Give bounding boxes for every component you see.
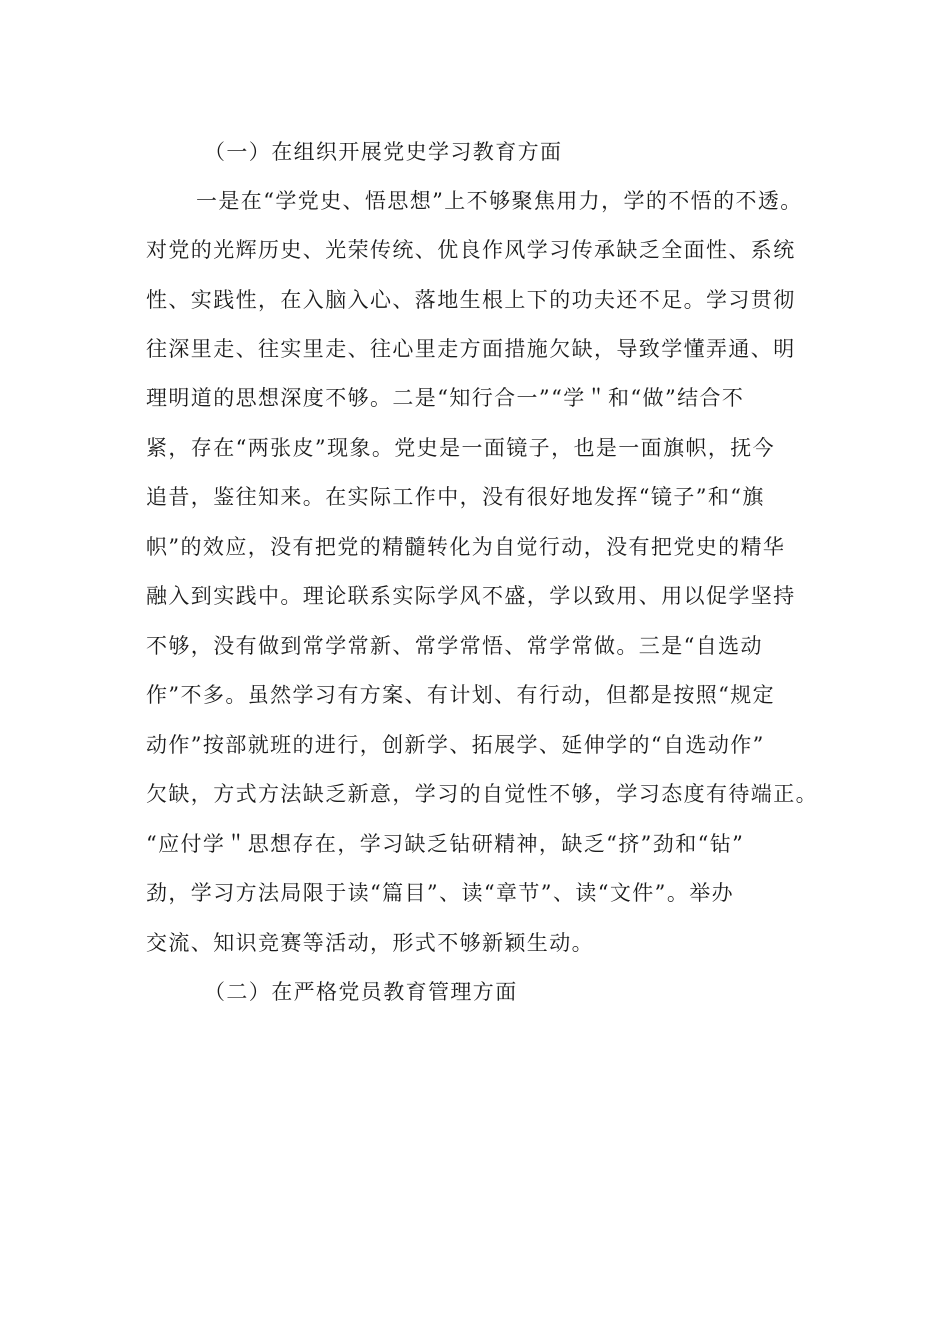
- paragraph-line: 欠缺，方式方法缺乏新意，学习的自觉性不够，学习态度有待端正。: [146, 782, 818, 806]
- paragraph-line: 紧，存在“两张皮”现象。党史是一面镜子，也是一面旗帜，抚今: [146, 436, 776, 460]
- paragraph-line: 作”不多。虽然学习有方案、有计划、有行动，但都是按照“规定: [146, 683, 776, 707]
- paragraph-line: “应付学＂思想存在，学习缺乏钻研精神，缺乏“挤”劲和“钻”: [146, 832, 745, 856]
- paragraph-line: 追昔，鉴往知来。在实际工作中，没有很好地发挥“镜子”和“旗: [146, 485, 765, 509]
- paragraph-line: 融入到实践中。理论联系实际学风不盛，学以致用、用以促学坚持: [146, 584, 796, 608]
- section-heading-1: （一）在组织开展党史学习教育方面: [204, 140, 563, 164]
- paragraph-line: 不够，没有做到常学常新、常学常悟、常学常做。三是“自选动: [146, 634, 763, 658]
- paragraph-line: 交流、知识竞赛等活动，形式不够新颖生动。: [146, 931, 594, 955]
- paragraph-line: 性、实践性，在入脑入心、落地生根上下的功夫还不足。学习贯彻: [146, 288, 796, 312]
- paragraph-line: 往深里走、往实里走、往心里走方面措施欠缺，导致学懂弄通、明: [146, 337, 796, 361]
- paragraph-line: 动作”按部就班的进行，创新学、拓展学、延伸学的“自选动作”: [146, 733, 765, 757]
- paragraph-line: 劲，学习方法局限于读“篇目”、读“章节”、读“文件”。举办: [146, 881, 735, 905]
- paragraph-line: 帜”的效应，没有把党的精髓转化为自觉行动，没有把党史的精华: [146, 535, 786, 559]
- paragraph-line: 理明道的思想深度不够。二是“知行合一”“学＂和“做”结合不: [146, 386, 745, 410]
- paragraph-line: 对党的光辉历史、光荣传统、优良作风学习传承缺乏全面性、系统: [146, 238, 796, 262]
- section-heading-2: （二）在严格党员教育管理方面: [204, 980, 518, 1004]
- paragraph-line: 一是在“学党史、悟思想”上不够聚焦用力，学的不悟的不透。: [196, 189, 803, 213]
